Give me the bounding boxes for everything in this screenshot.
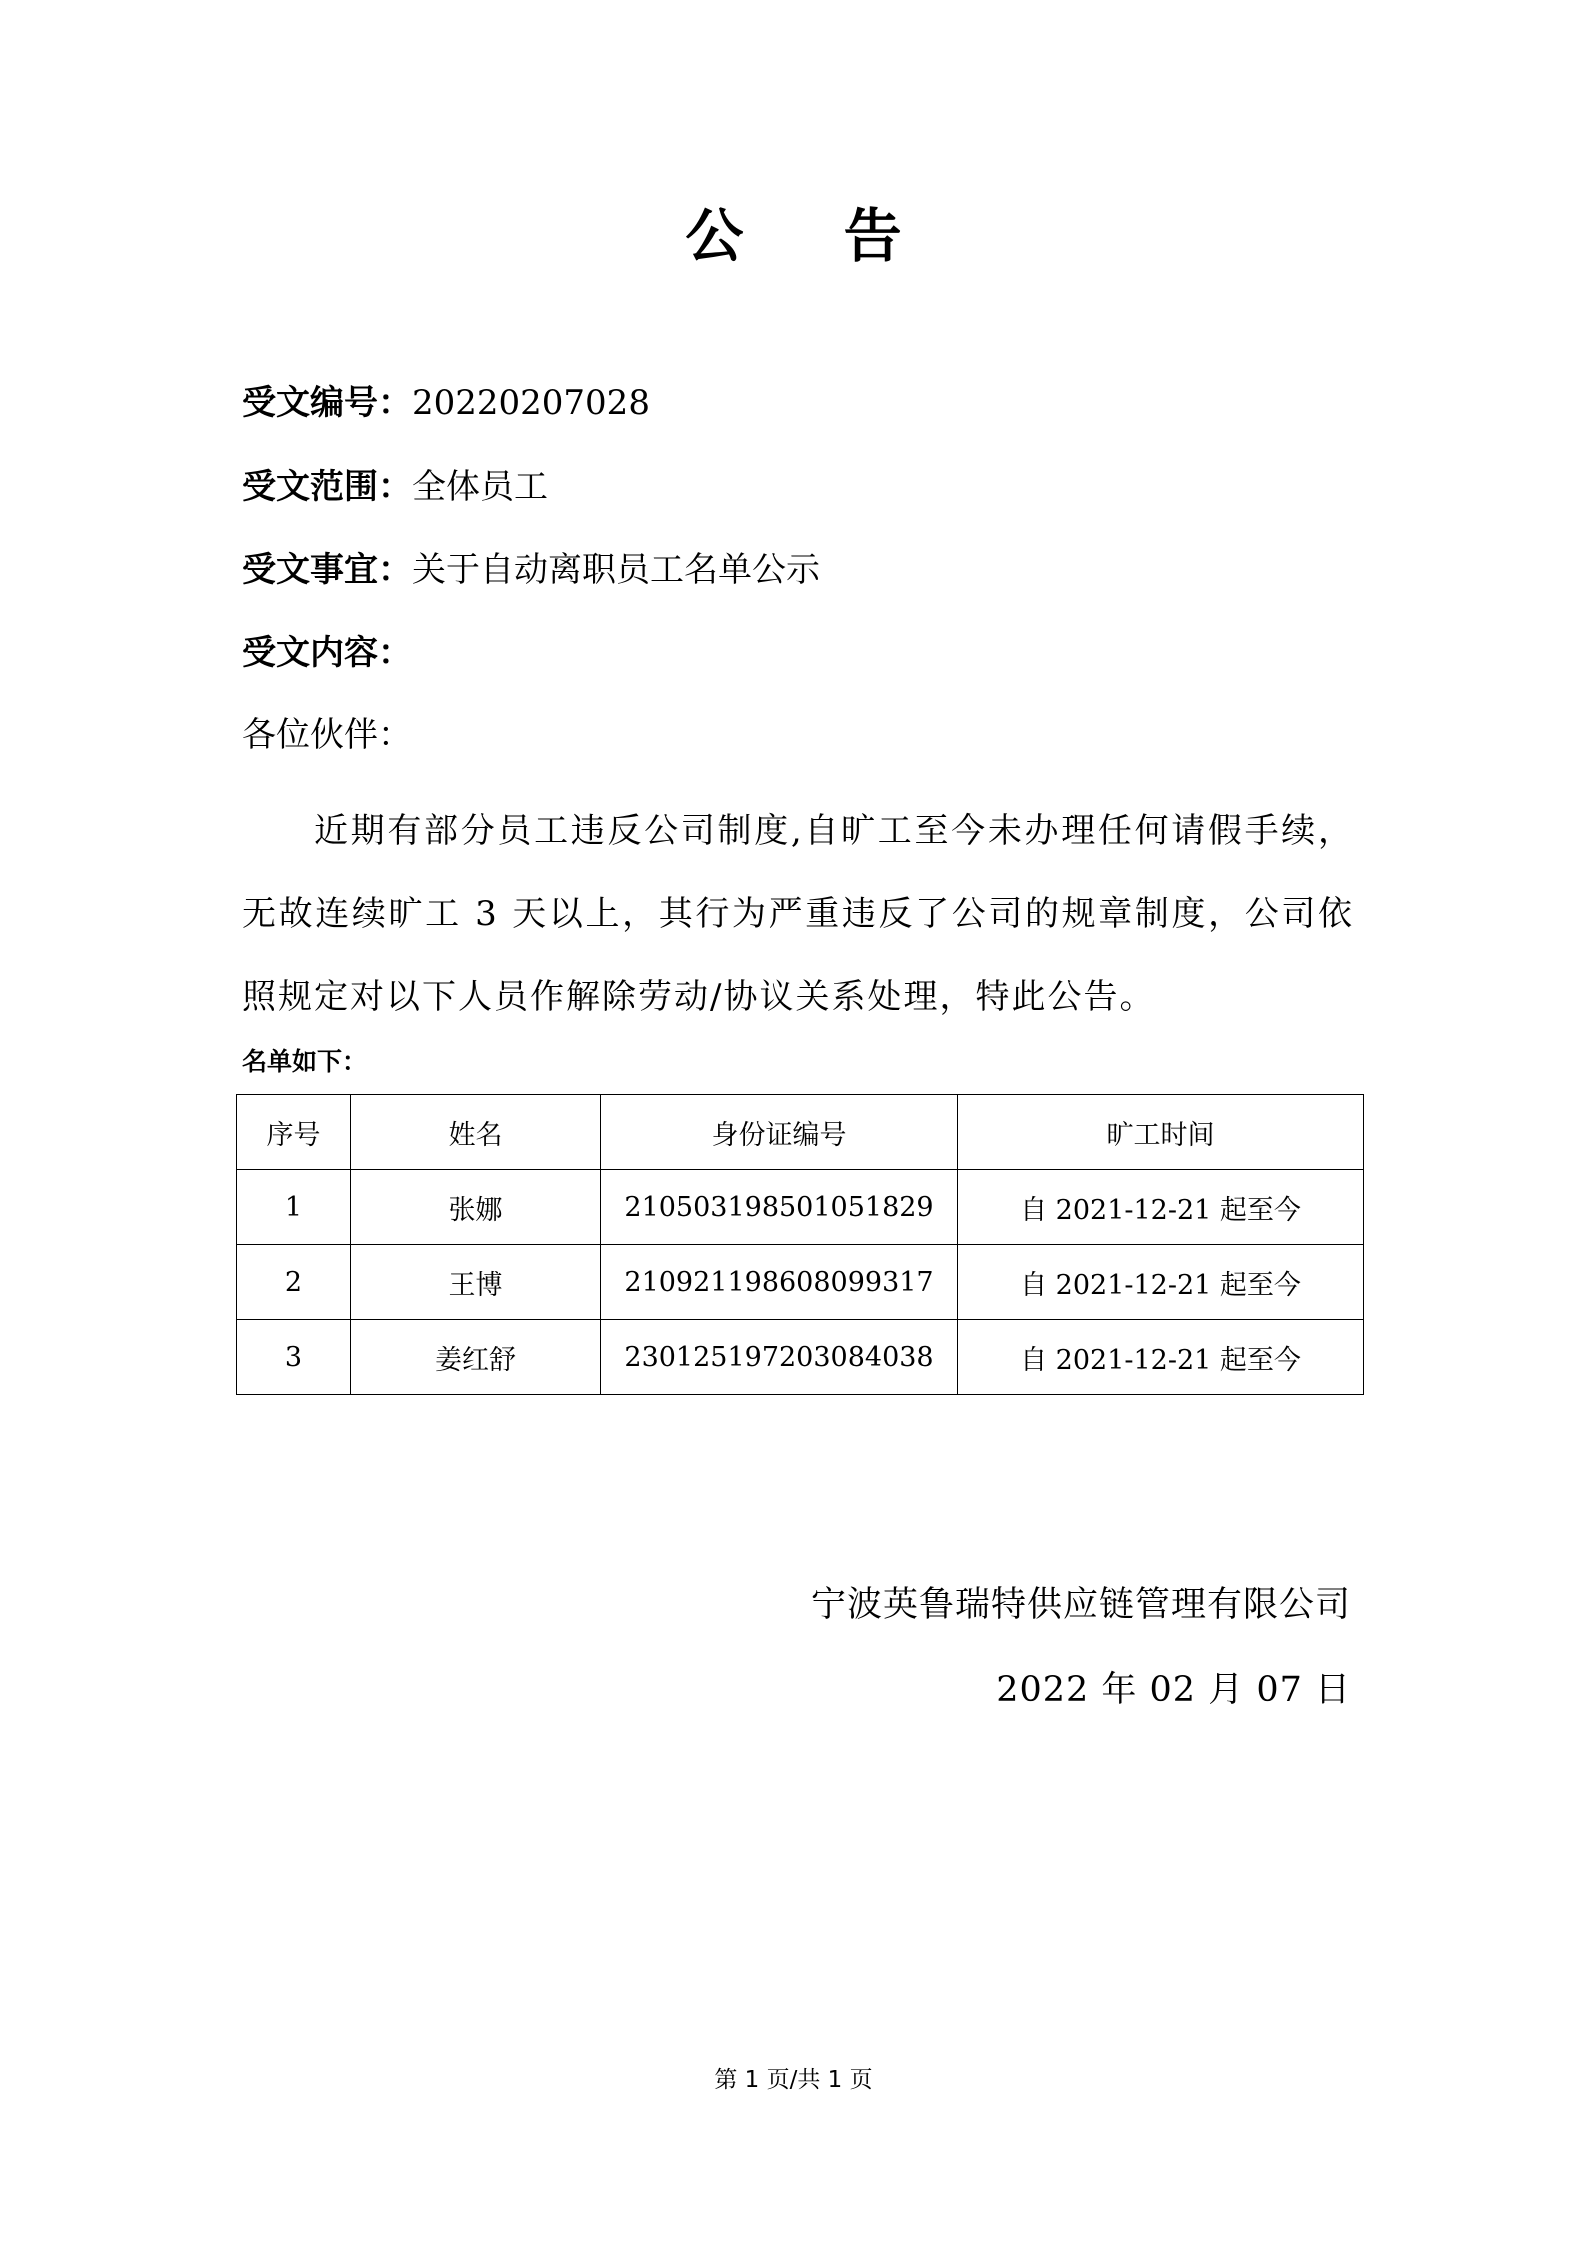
cell-no: 3	[237, 1320, 351, 1395]
cell-name: 王博	[351, 1245, 601, 1320]
header-name: 姓名	[351, 1095, 601, 1170]
cell-no: 2	[237, 1245, 351, 1320]
meta-scope-label: 受文范围：	[242, 467, 412, 507]
cell-absence-time: 自 2021-12-21 起至今	[958, 1170, 1364, 1245]
meta-number	[242, 378, 650, 428]
staff-table	[236, 1094, 1364, 1395]
page-footer: 第 1 页/共 1 页	[714, 2067, 873, 2093]
cell-name: 张娜	[351, 1170, 601, 1245]
meta-subject	[242, 545, 820, 595]
meta-scope-value: 全体员工	[412, 467, 548, 507]
cell-no: 1	[237, 1170, 351, 1245]
table-row	[237, 1170, 1364, 1245]
header-no: 序号	[237, 1095, 351, 1170]
table-row	[237, 1245, 1364, 1320]
table-header-row	[237, 1095, 1364, 1170]
header-id-number: 身份证编号	[601, 1095, 958, 1170]
greeting: 各位伙伴：	[242, 715, 412, 755]
company-signature: 宁波英鲁瑞特供应链管理有限公司	[810, 1585, 1351, 1625]
cell-name: 姜红舒	[351, 1320, 601, 1395]
meta-subject-label: 受文事宜：	[242, 550, 412, 590]
meta-content	[242, 628, 412, 678]
cell-absence-time: 自 2021-12-21 起至今	[958, 1320, 1364, 1395]
list-heading: 名单如下：	[242, 1047, 368, 1076]
cell-absence-time: 自 2021-12-21 起至今	[958, 1245, 1364, 1320]
meta-subject-value: 关于自动离职员工名单公示	[412, 550, 820, 590]
body-paragraph: 近期有部分员工违反公司制度,自旷工至今未办理任何请假手续，无故连续旷工 3 天以上，其行为严重违反了公司的规章制度，公司依照规定对以下人员作解除劳动/协议关系处理，特此公告。	[242, 811, 1354, 1017]
meta-number-label: 受文编号：	[242, 383, 412, 423]
cell-id-number: 210921198608099317	[601, 1245, 958, 1320]
header-absence-time: 旷工时间	[958, 1095, 1364, 1170]
cell-id-number: 230125197203084038	[601, 1320, 958, 1395]
signature-date: 2022 年 02 月 07 日	[996, 1670, 1351, 1710]
meta-scope	[242, 462, 548, 512]
document-title: 公 告	[685, 202, 942, 270]
meta-number-value: 20220207028	[412, 383, 650, 423]
table-row	[237, 1320, 1364, 1395]
meta-content-label: 受文内容：	[242, 633, 412, 673]
cell-id-number: 210503198501051829	[601, 1170, 958, 1245]
